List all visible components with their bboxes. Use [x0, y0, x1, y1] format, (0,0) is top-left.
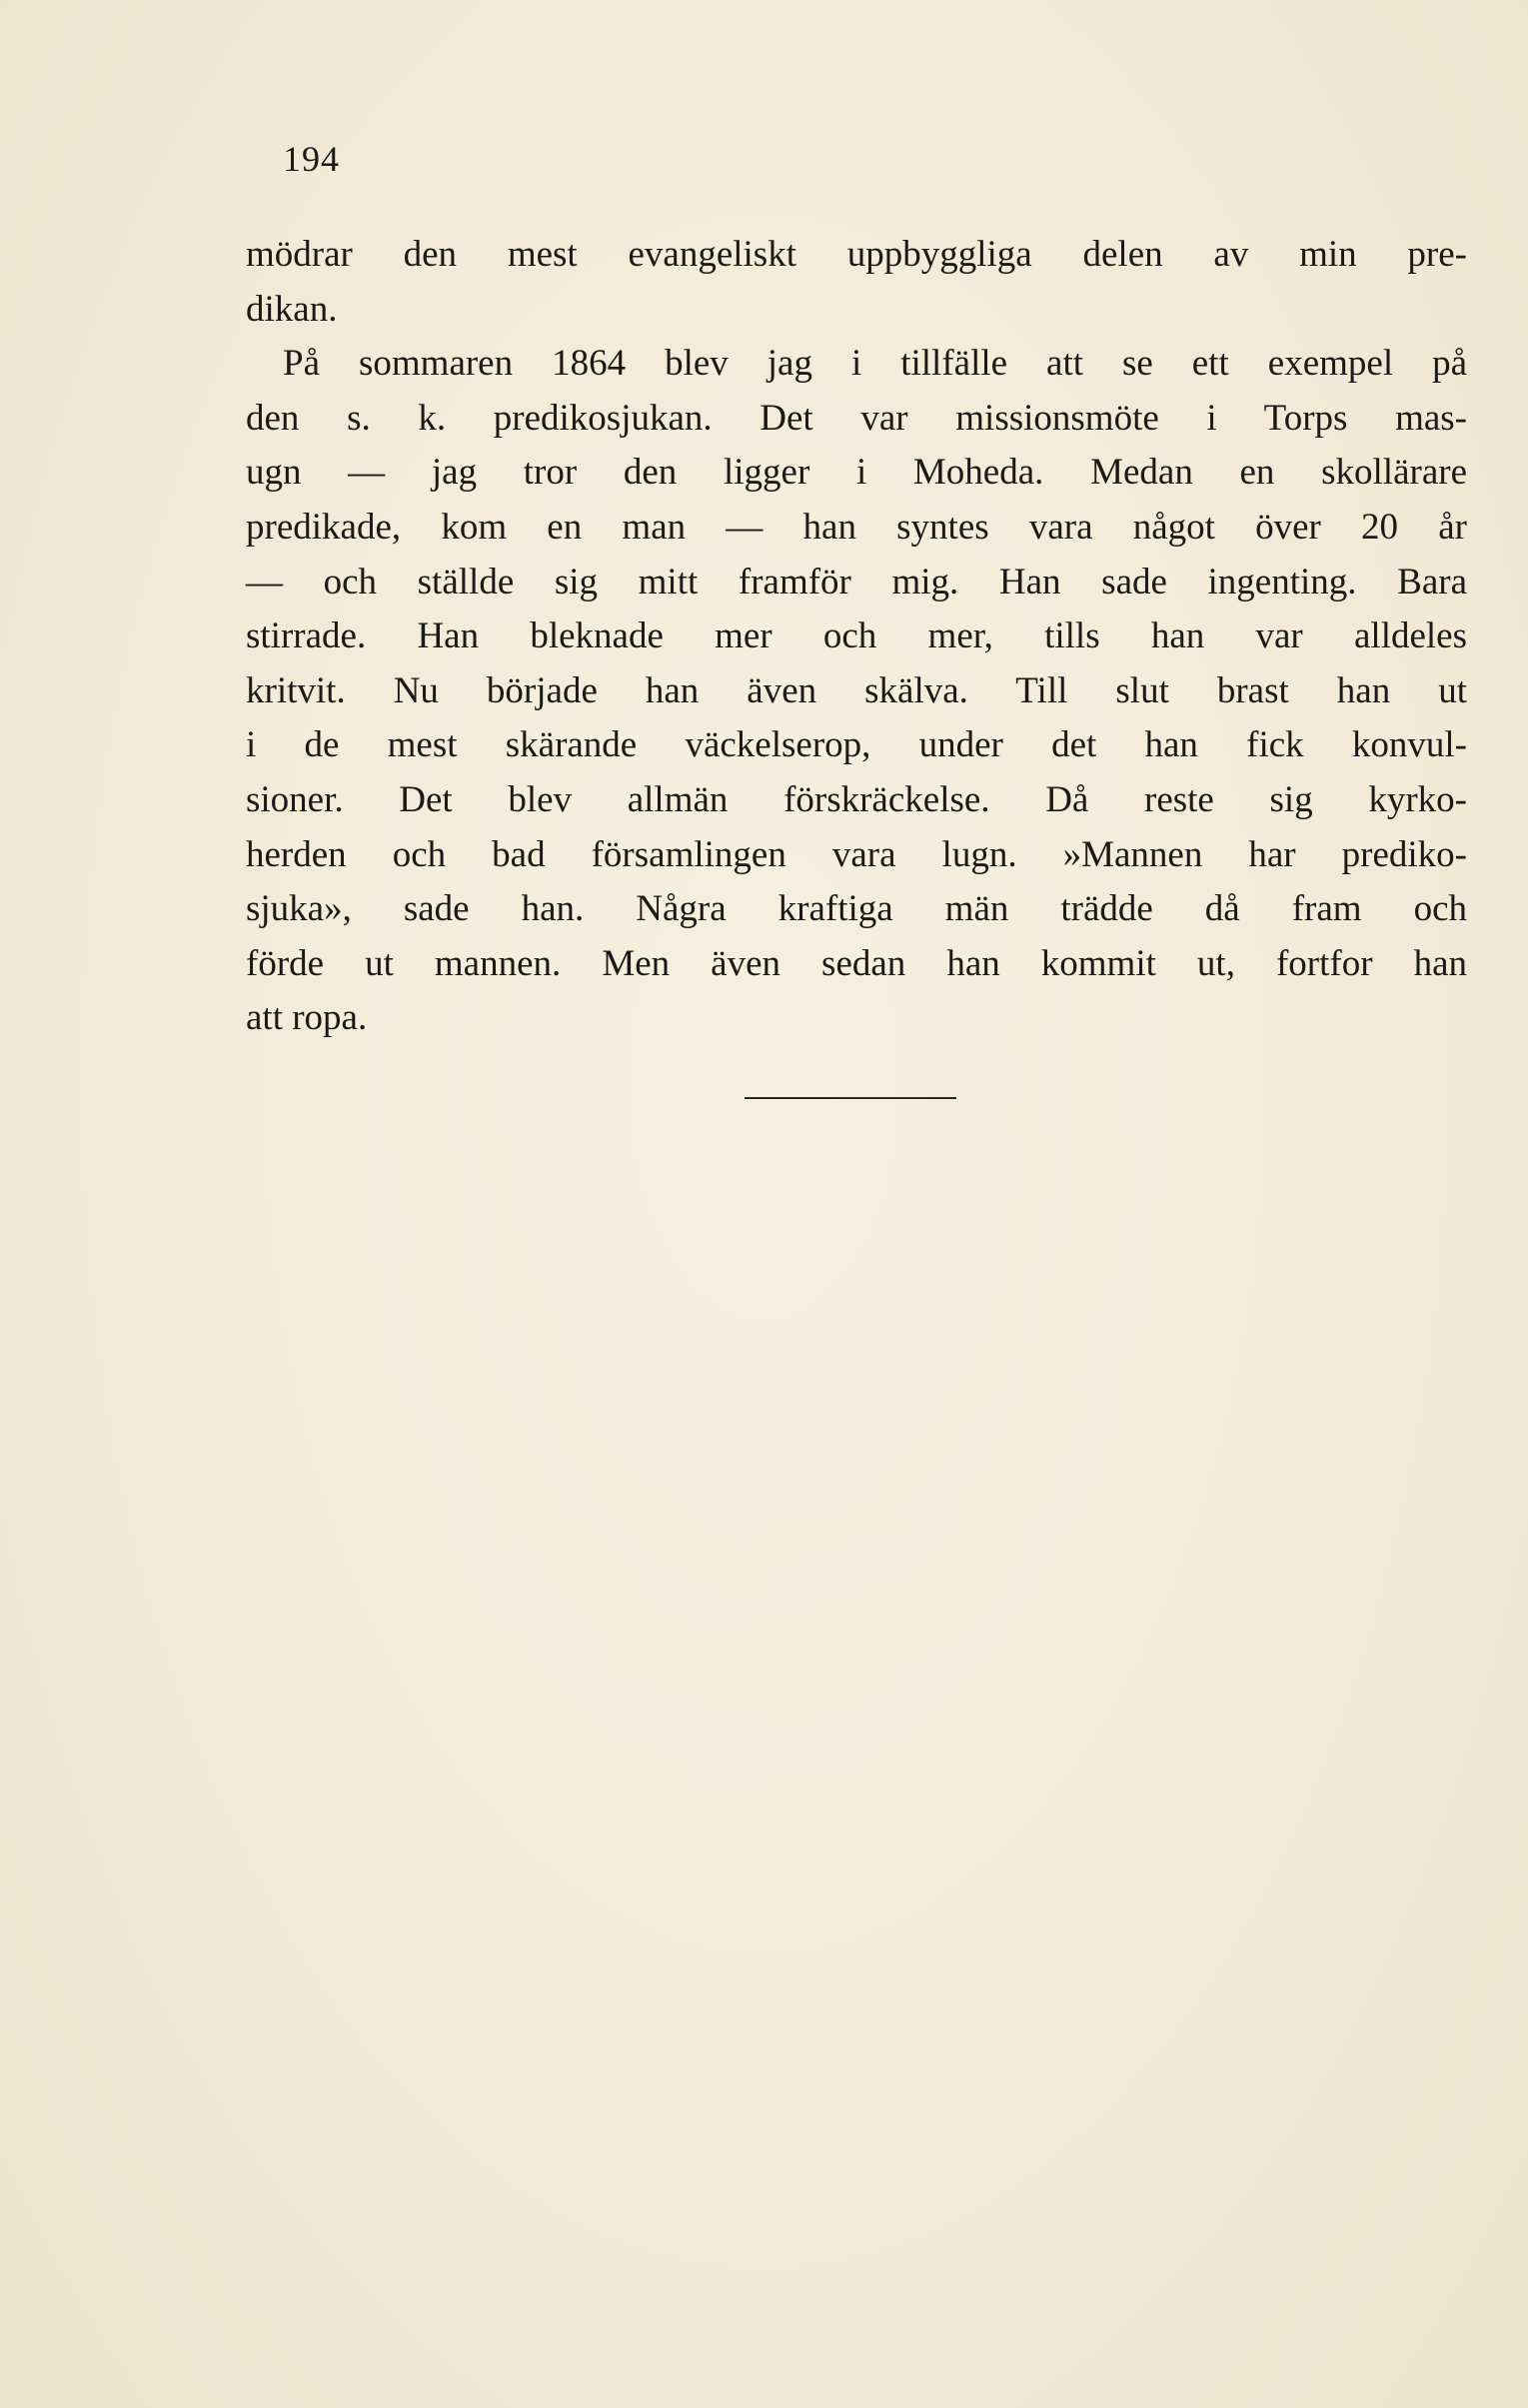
text-line: herden och bad församlingen vara lugn. »Mannen har prediko- — [246, 833, 1467, 875]
text-line: På sommaren 1864 blev jag i tillfälle att se ett exempel på — [246, 343, 1467, 385]
text-line: sioner. Det blev allmän förskräckelse. Då reste sig kyrko- — [246, 778, 1467, 820]
text-line: predikade, kom en man — han syntes vara något över 20 år — [246, 506, 1467, 548]
text-line: kritvit. Nu började han även skälva. Till slut brast han ut — [246, 669, 1467, 711]
body-text — [246, 228, 1467, 1046]
text-line: sjuka», sade han. Några kraftiga män trädde då fram och — [246, 888, 1467, 930]
text-line: den s. k. predikosjukan. Det var missionsmöte i Torps mas- — [246, 397, 1467, 439]
text-line: ugn — jag tror den ligger i Moheda. Medan en skollärare — [246, 452, 1467, 494]
text-line: i de mest skärande väckelserop, under det han fick konvul- — [246, 724, 1467, 766]
text-line: — och ställde sig mitt framför mig. Han sade ingenting. Bara — [246, 561, 1467, 602]
text-line: stirrade. Han bleknade mer och mer, tills han var alldeles — [246, 615, 1467, 657]
section-divider — [745, 1097, 956, 1099]
text-line: dikan. — [246, 288, 338, 330]
text-line: att ropa. — [246, 997, 368, 1039]
page-number: 194 — [283, 139, 340, 179]
text-line: förde ut mannen. Men även sedan han kommit ut, fortfor han — [246, 942, 1467, 984]
text-line: mödrar den mest evangeliskt uppbyggliga delen av min pre- — [246, 234, 1467, 275]
